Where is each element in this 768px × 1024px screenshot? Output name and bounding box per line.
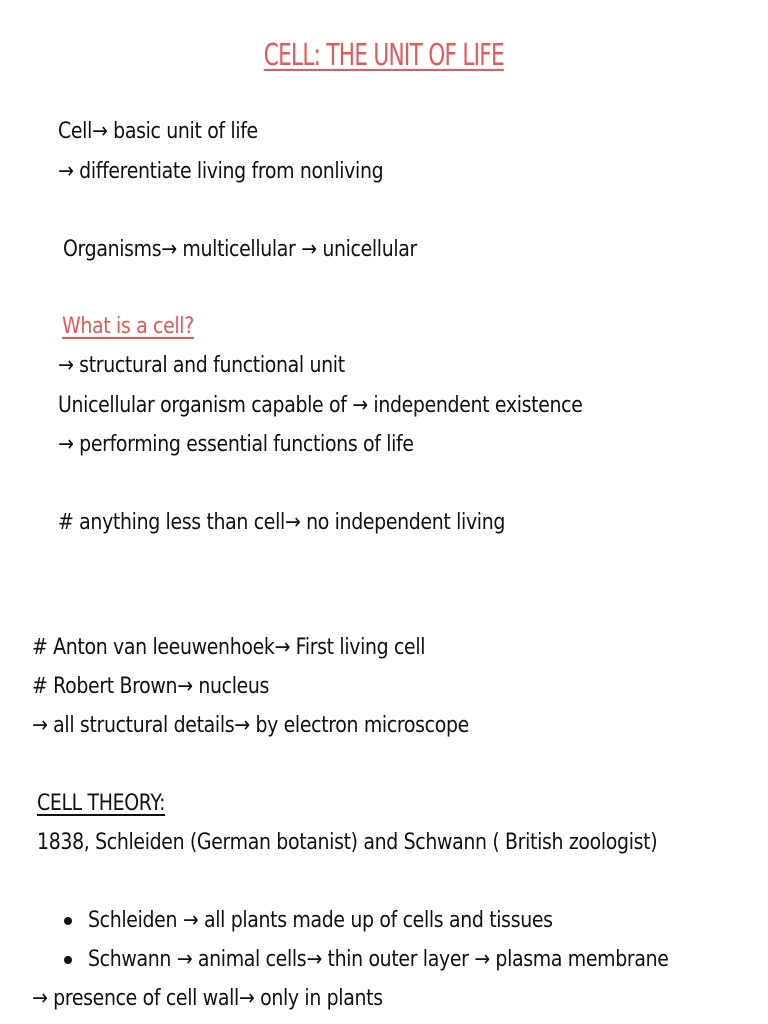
note-line-robert-brown: # Robert Brown→ nucleus	[32, 674, 270, 699]
page-title	[0, 38, 768, 74]
page-title-text: CELL: THE UNIT OF LIFE	[263, 38, 505, 73]
note-line-cell-definition: Cell→ basic unit of life	[58, 119, 258, 144]
subheading-what-is-a-cell: What is a cell?	[62, 314, 194, 339]
bullet-dot	[64, 956, 72, 964]
note-line-less-than-cell: # anything less than cell→ no independent living	[58, 510, 506, 535]
note-line-structural-unit: → structural and functional unit	[58, 353, 345, 378]
note-line-differentiate: → differentiate living from nonliving	[58, 159, 384, 184]
note-line-unicellular-capable: Unicellular organism capable of → independent existence	[58, 393, 583, 418]
note-line-electron-microscope: → all structural details→ by electron microscope	[32, 713, 469, 738]
bullet-item-schleiden: Schleiden → all plants made up of cells and tissues	[88, 908, 553, 933]
note-line-organisms: Organisms→ multicellular → unicellular	[63, 237, 417, 262]
note-line-cell-wall: → presence of cell wall→ only in plants	[32, 986, 383, 1011]
bullet-item-schwann: Schwann → animal cells→ thin outer layer → plasma membrane	[88, 947, 669, 972]
note-line-essential-functions: → performing essential functions of life	[58, 432, 414, 457]
subheading-cell-theory: CELL THEORY:	[37, 791, 166, 816]
note-line-leeuwenhoek: # Anton van leeuwenhoek→ First living cell	[32, 635, 426, 660]
bullet-dot	[64, 917, 72, 925]
note-line-1838: 1838, Schleiden (German botanist) and Schwann ( British zoologist)	[37, 830, 658, 855]
